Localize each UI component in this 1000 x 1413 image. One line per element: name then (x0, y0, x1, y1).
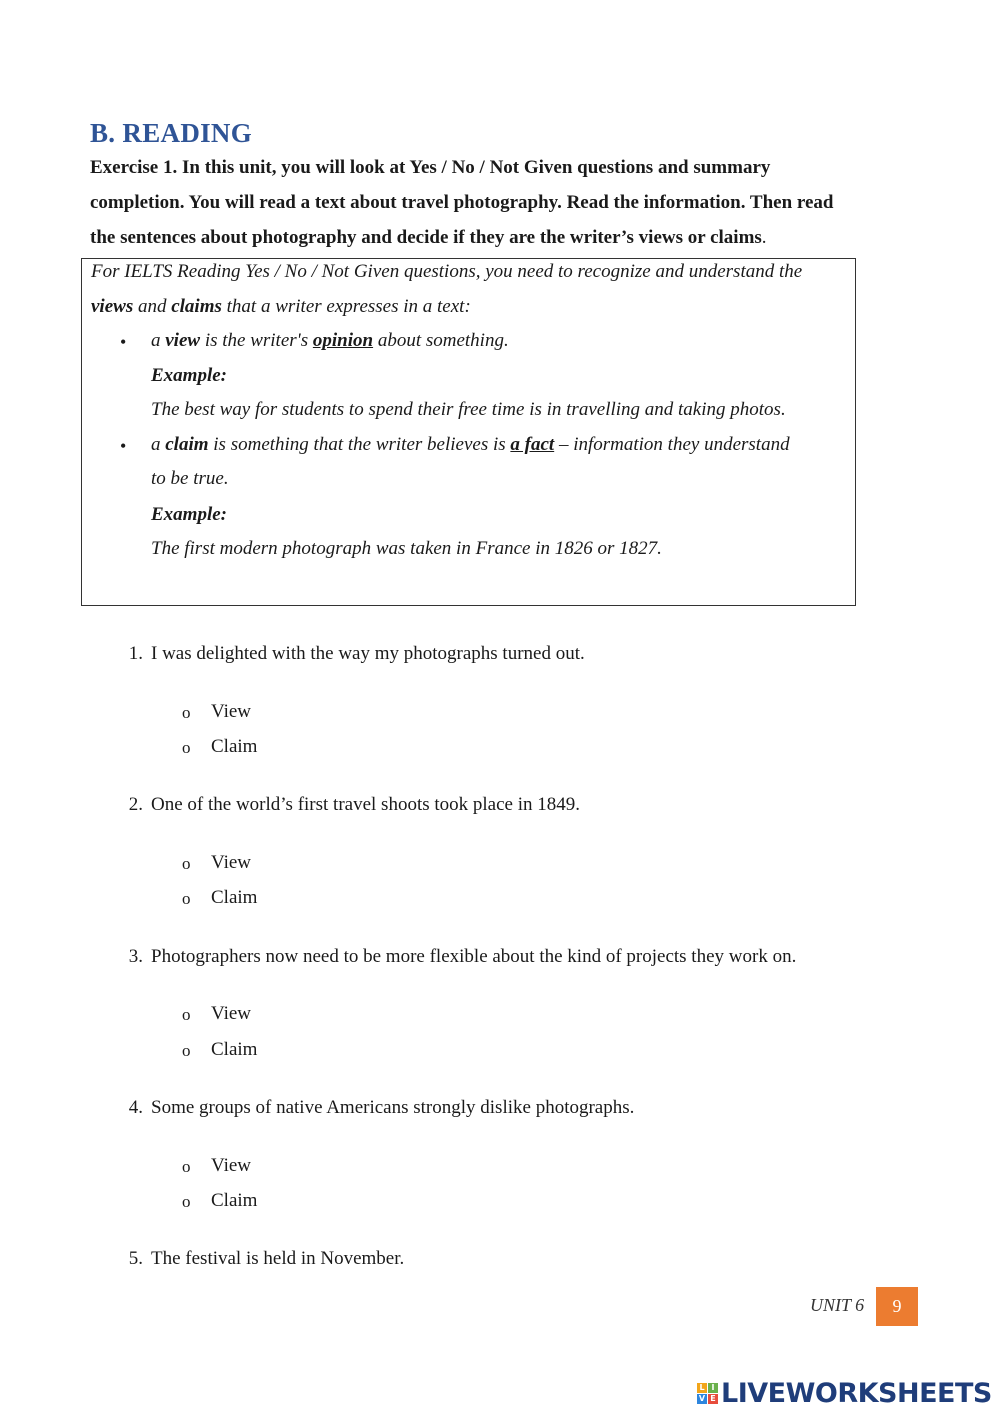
page-number: 9 (876, 1287, 918, 1326)
q1-option-view[interactable] (182, 701, 382, 725)
q4-option-claim[interactable] (182, 1190, 382, 1214)
liveworksheets-logo-icon (697, 1383, 718, 1404)
question-number: 4. (128, 1097, 143, 1118)
logo-letter: V (698, 1393, 706, 1403)
bullet-icon: • (120, 332, 127, 352)
question-number: 1. (128, 643, 143, 664)
view-definition: a view is the writer's opinion about something. (151, 330, 509, 351)
section-title: B. READING (90, 118, 253, 148)
radio-circle-icon[interactable]: o (182, 1157, 191, 1176)
claim-example: The first modern photograph was taken in France in 1826 or 1827. (151, 538, 662, 559)
radio-circle-icon[interactable]: o (182, 1005, 191, 1024)
q3-option-view[interactable] (182, 1003, 382, 1027)
claim-definition-continued: to be true. (151, 468, 229, 489)
question-3 (121, 946, 921, 970)
option-label: Claim (211, 1190, 258, 1211)
question-text: One of the world’s first travel shoots took place in 1849. (151, 794, 581, 815)
unit-label: UNIT 6 (810, 1295, 865, 1315)
option-label: Claim (211, 736, 258, 757)
radio-circle-icon[interactable]: o (182, 1041, 191, 1060)
question-text: Photographers now need to be more flexible about the kind of projects they work on. (151, 946, 797, 967)
q4-option-view[interactable] (182, 1155, 382, 1179)
radio-circle-icon[interactable]: o (182, 703, 191, 722)
radio-circle-icon[interactable]: o (182, 854, 191, 873)
claim-example-label: Example: (151, 504, 227, 525)
info-box (81, 258, 856, 606)
question-number: 3. (128, 946, 143, 967)
instructions-line-3: the sentences about photography and decide if they are the writer’s views or claims. (90, 227, 767, 248)
instructions-line-1: Exercise 1. In this unit, you will look at Yes / No / Not Given questions and summary (90, 157, 771, 178)
exercise-instructions (90, 150, 900, 255)
liveworksheets-brand (697, 1375, 992, 1411)
claim-definition: a claim is something that the writer believes is a fact – information they understand (151, 434, 790, 455)
view-example-label: Example: (151, 365, 227, 386)
option-label: Claim (211, 887, 258, 908)
question-text: The festival is held in November. (151, 1248, 405, 1269)
option-label: View (211, 852, 252, 873)
radio-circle-icon[interactable]: o (182, 738, 191, 757)
option-label: View (211, 1003, 252, 1024)
q3-option-claim[interactable] (182, 1039, 382, 1063)
question-number: 2. (128, 794, 143, 815)
q2-option-claim[interactable] (182, 887, 382, 911)
logo-letter: E (708, 1394, 718, 1404)
bullet-icon: • (120, 436, 127, 456)
info-intro-line-1: For IELTS Reading Yes / No / Not Given questions, you need to recognize and understand the (91, 261, 803, 282)
question-1 (121, 643, 921, 667)
question-text: I was delighted with the way my photographs turned out. (151, 643, 585, 664)
q2-option-view[interactable] (182, 852, 382, 876)
logo-letter: I (708, 1383, 718, 1393)
radio-circle-icon[interactable]: o (182, 1192, 191, 1211)
liveworksheets-wordmark: LIVEWORKSHEETS (721, 1377, 992, 1409)
question-4 (121, 1097, 921, 1121)
question-2 (121, 794, 921, 818)
option-label: View (211, 701, 252, 722)
info-intro-line-2: views and claims that a writer expresses in a text: (91, 296, 471, 317)
option-label: Claim (211, 1039, 258, 1060)
question-text: Some groups of native Americans strongly dislike photographs. (151, 1097, 635, 1118)
question-5 (121, 1248, 921, 1272)
radio-circle-icon[interactable]: o (182, 889, 191, 908)
view-example: The best way for students to spend their free time is in travelling and taking photos. (151, 399, 786, 420)
logo-letter: L (697, 1383, 707, 1393)
q1-option-claim[interactable] (182, 736, 382, 760)
instructions-line-2: completion. You will read a text about travel photography. Read the information. Then read (90, 192, 834, 213)
option-label: View (211, 1155, 252, 1176)
question-number: 5. (128, 1248, 143, 1269)
